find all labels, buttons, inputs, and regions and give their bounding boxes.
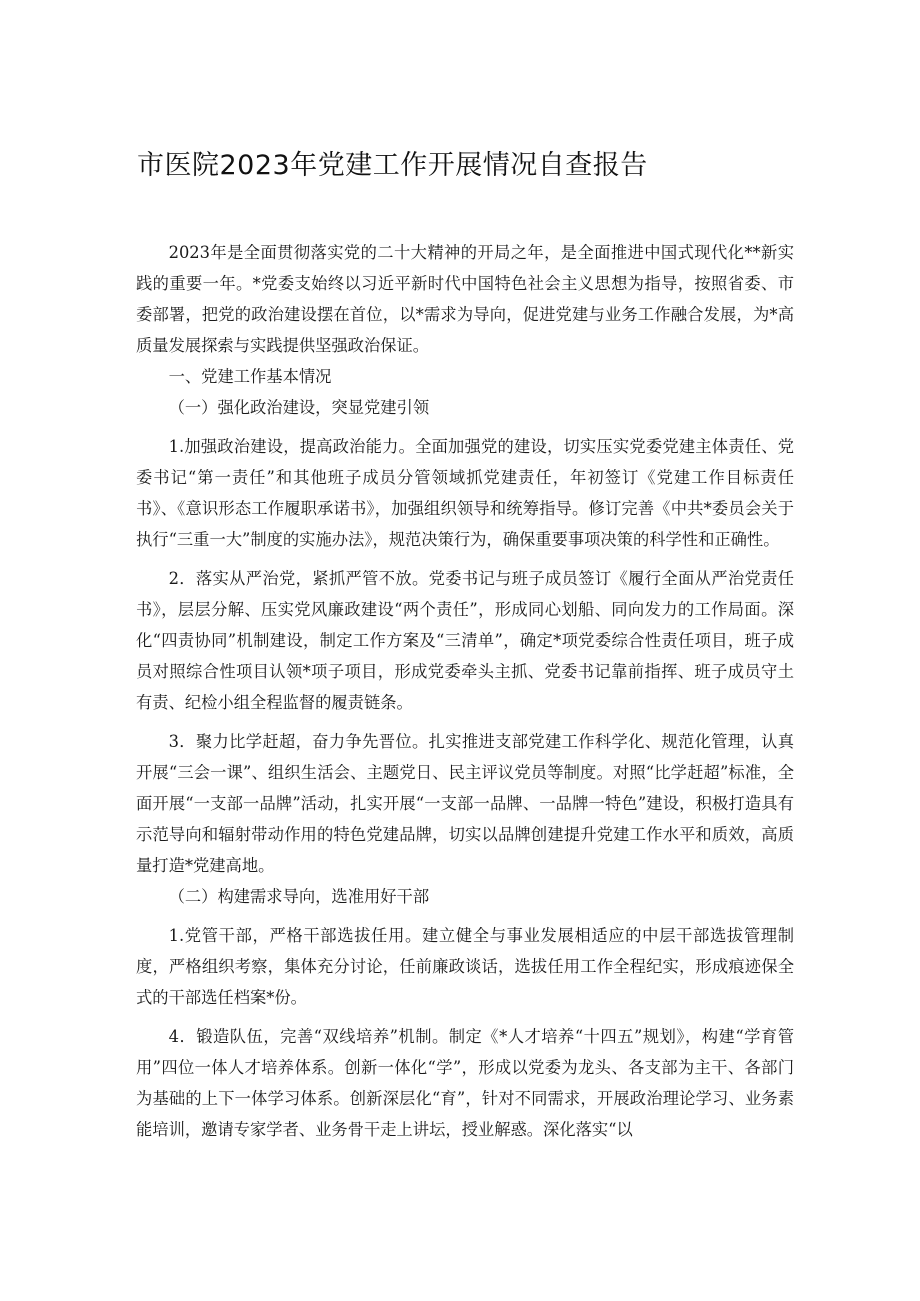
subsection-heading-1: （一）强化政治建设，突显党建引领 — [168, 398, 430, 417]
paragraph-item: 3．聚力比学赶超，奋力争先晋位。扎实推进支部党建工作科学化、规范化管理，认真开展“三会一课”、组织生活会、主题党日、民主评议党员等制度。对照“比学赶超”标准，全面开展“一支部一品牌”活动，扎实开展“一支部一品牌、一品牌一特色”建设，积极打造具有示范导向和辐射带动作用的特色党建品牌，切实以品牌创建提升党建工作水平和质效，高质量打造*党建高地。 — [136, 732, 794, 875]
subsection-heading-2: （二）构建需求导向，选准用好干部 — [168, 887, 430, 906]
paragraph-item: 1.党管干部，严格干部选拔任用。建立健全与事业发展相适应的中层干部选拔管理制度，严格组织考察，集体充分讨论，任前廉政谈话，选拔任用工作全程纪实，形成痕迹保全式的干部选任档案*份。 — [136, 926, 794, 1007]
paragraph-item: 1.加强政治建设，提高政治能力。全面加强党的建设，切实压实党委党建主体责任、党委书记“第一责任”和其他班子成员分管领域抓党建责任，年初签订《党建工作目标责任书》、《意识形态工作履职承诺书》，加强组织领导和统筹指导。修订完善《中共*委员会关于执行“三重一大”制度的实施办法》，规范决策行为，确保重要事项决策的科学性和正确性。 — [136, 437, 794, 549]
section-heading-1: 一、党建工作基本情况 — [168, 367, 332, 386]
intro-paragraph: 2023年是全面贯彻落实党的二十大精神的开局之年，是全面推进中国式现代化**新实践的重要一年。*党委支始终以习近平新时代中国特色社会主义思想为指导，按照省委、市委部署，把党的政治建设摆在首位，以*需求为导向，促进党建与业务工作融合发展，为*高质量发展探索与实践提供坚强政治保证。 — [136, 243, 794, 355]
paragraph-item: 2．落实从严治党，紧抓严管不放。党委书记与班子成员签订《履行全面从严治党责任书》，层层分解、压实党风廉政建设“两个责任”，形成同心划船、同向发力的工作局面。深化“四责协同”机制建设，制定工作方案及“三清单”，确定*项党委综合性责任项目，班子成员对照综合性项目认领*项子项目，形成党委牵头主抓、党委书记靠前指挥、班子成员守土有责、纪检小组全程监督的履责链条。 — [136, 569, 794, 712]
document-body — [136, 237, 794, 1145]
paragraph-item: 4．锻造队伍，完善“双线培养”机制。制定《*人才培养“十四五”规划》，构建“学育管用”四位一体人才培养体系。创新一体化“学”，形成以党委为龙头、各支部为主干、各部门为基础的上下一体学习体系。创新深层化“育”，针对不同需求，开展政治理论学习、业务素能培训，邀请专家学者、业务骨干走上讲坛，授业解惑。深化落实“以 — [136, 1027, 794, 1139]
document-title: 市医院2023年党建工作开展情况自查报告 — [137, 150, 648, 181]
